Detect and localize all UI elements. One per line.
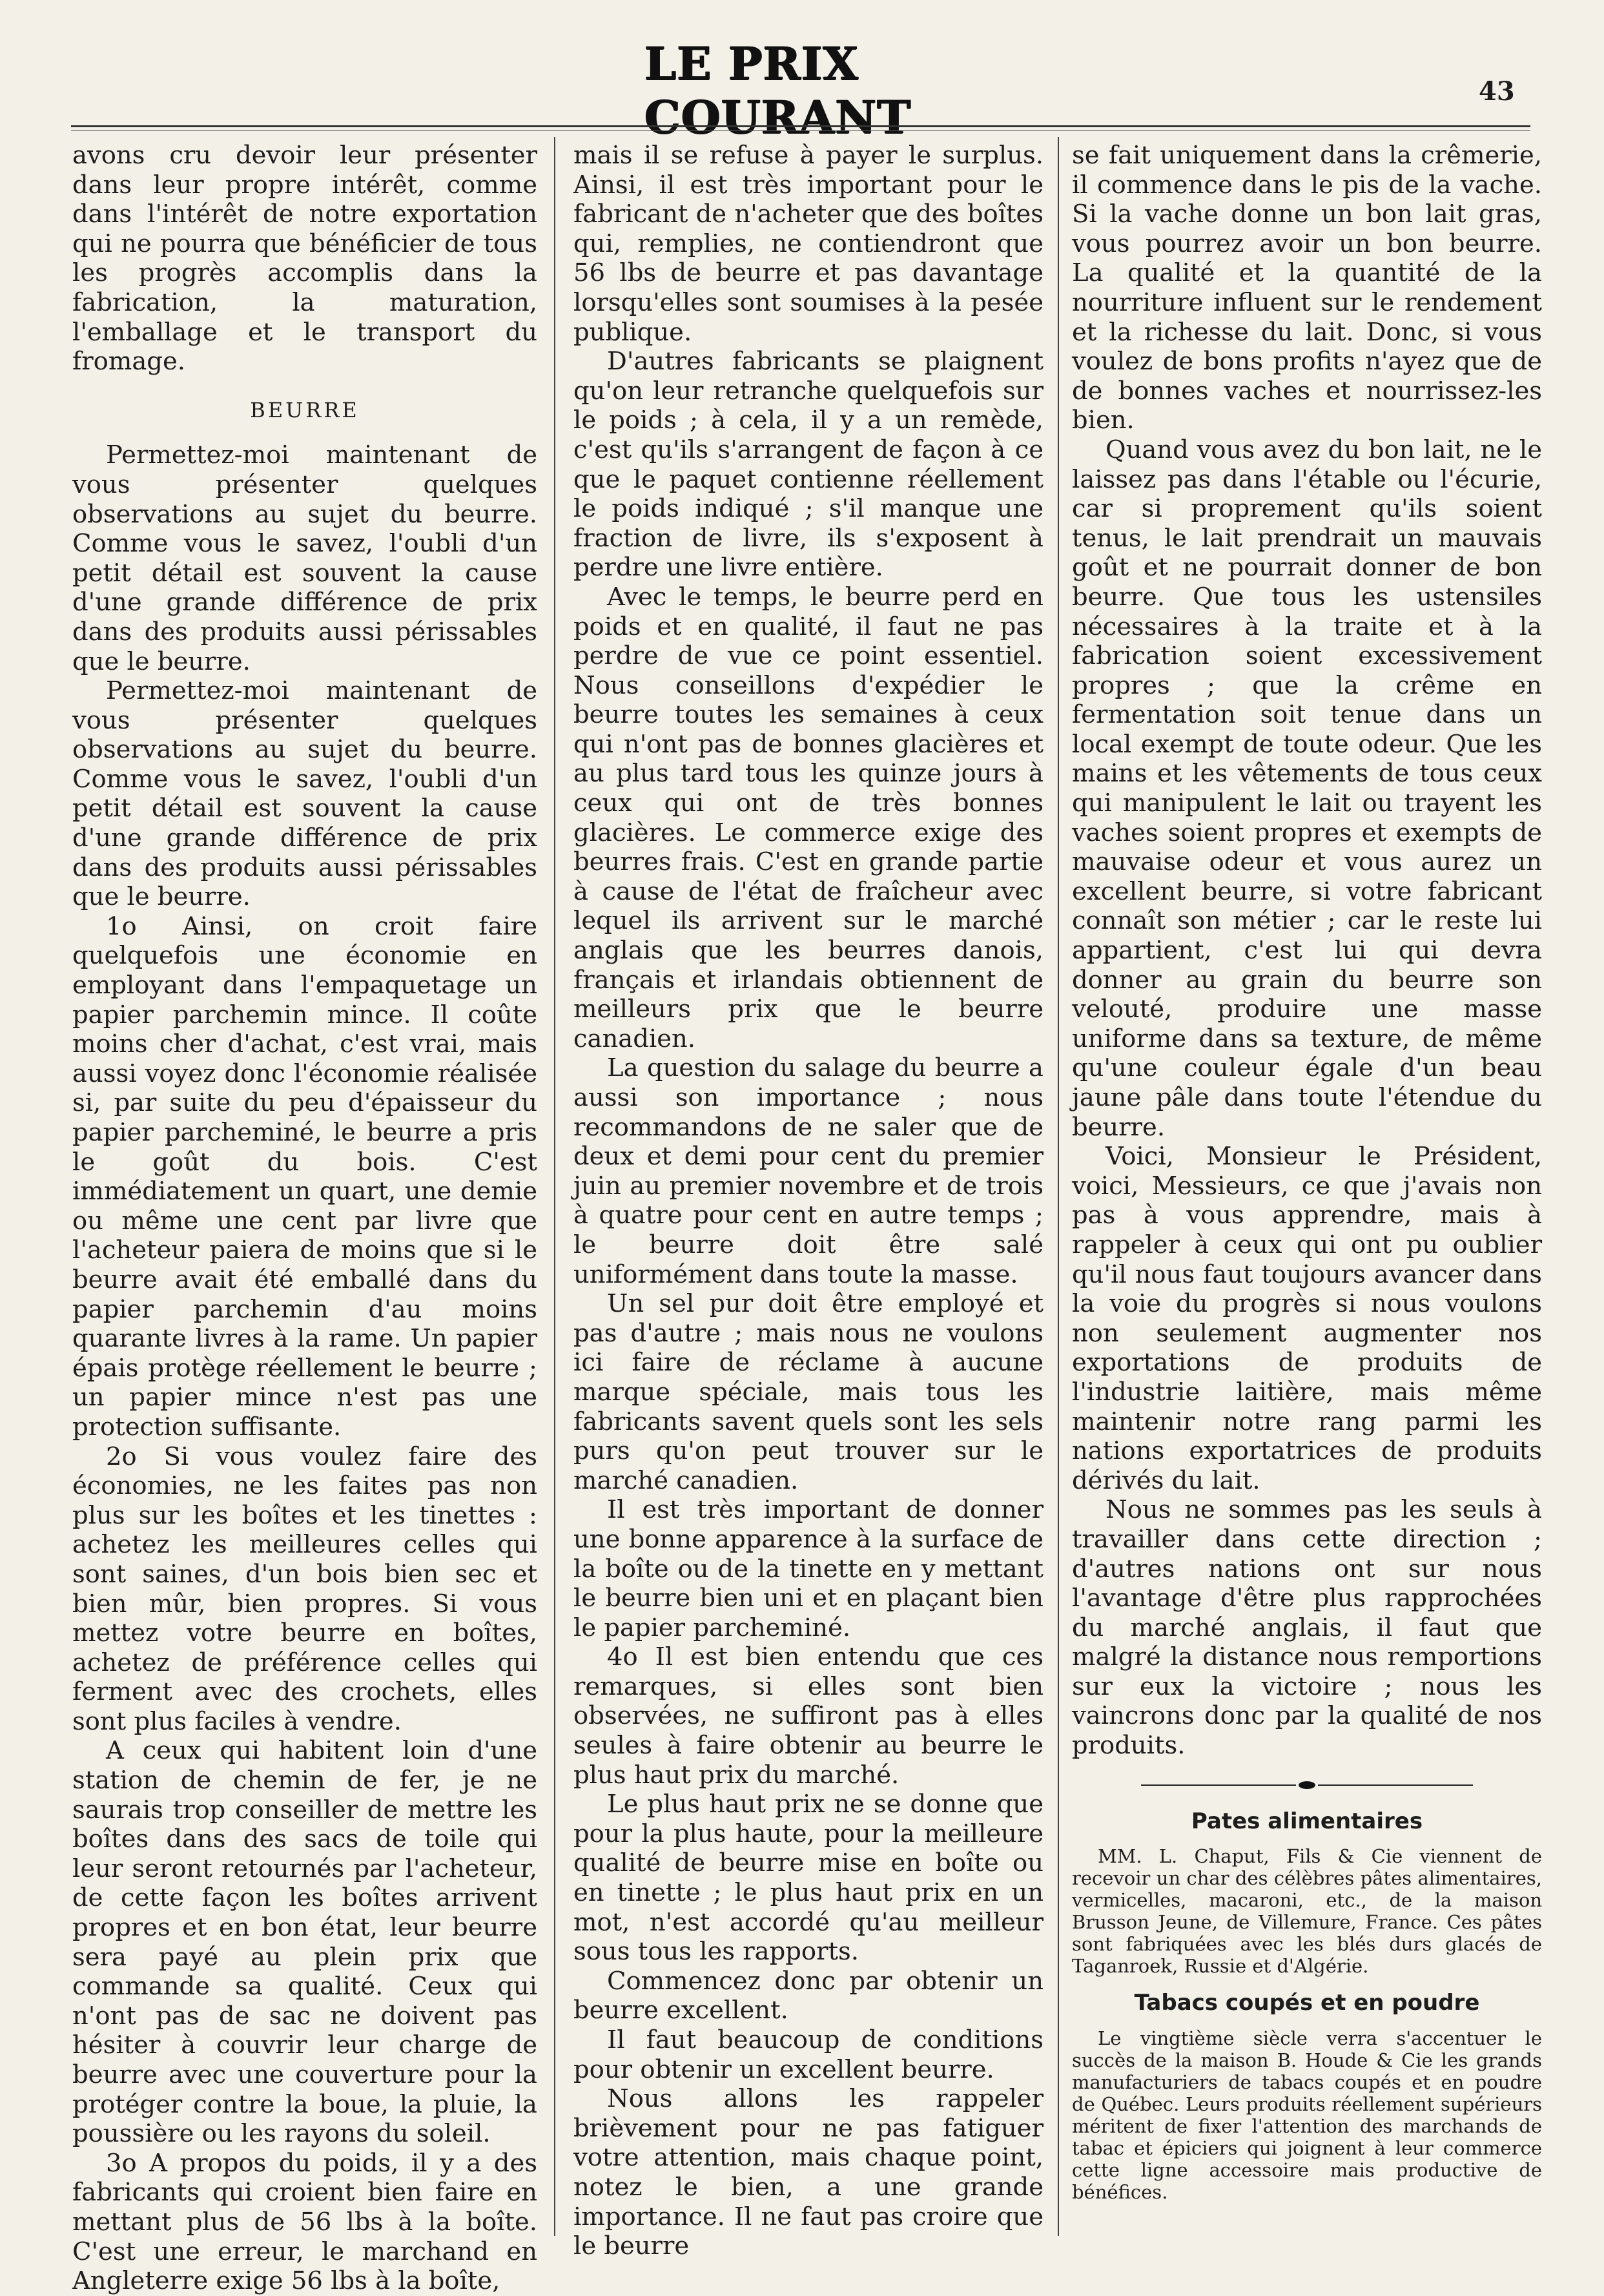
header-rule-thin xyxy=(71,130,1530,131)
section-title-tabacs: Tabacs coupés et en poudre xyxy=(1134,1990,1480,2016)
paragraph: D'autres fabricants se plaignent qu'on leur retranche quelquefois sur le poids ; à cela, il y a un remède, c'est qu'ils s'arrangent de façon à ce que le paquet contienne réellement le poids indiqué ; s'il manque une fraction de livre, ils s'exposent à perdre une livre entière. xyxy=(573,347,1044,583)
ornament-line xyxy=(1318,1784,1473,1786)
paragraph: Permettez-moi maintenant de vous présenter quelques observations au sujet du beurre. Comme vous le savez, l'oubli d'un petit détail est souvent la cause d'une grande différence de prix dans des produits aussi périssables que le beurre. xyxy=(72,440,537,676)
ornament-line xyxy=(1141,1784,1296,1786)
paragraph: Le plus haut prix ne se donne que pour la plus haute, pour la meilleure qualité de beurre mise en boîte ou en tinette ; le plus haut prix en un mot, n'est accordé qu'au meilleur sous tous les rapports. xyxy=(573,1790,1044,1967)
notice-paragraph: Le vingtième siècle verra s'accentuer le succès de la maison B. Houde & Cie les grands manufacturiers de tabacs coupés et en poudre de Québec. Leurs produits réellement supérieurs méritent de fixer l'attention des marchands de tabac et épiciers qui joignent à leur commerce cette ligne accessoire mais productive de bénéfices. xyxy=(1072,2027,1542,2203)
column-left xyxy=(72,141,537,2296)
paragraph: Voici, Monsieur le Président, voici, Messieurs, ce que j'avais non pas à vous apprendre, mais à rappeler à ceux qui ont pu oublier qu'il nous faut toujours avancer dans la voie du progrès si nous voulons non seulement augmenter nos exportations de produits de l'industrie laitière, mais même maintenir notre rang parmi les nations exportatrices de produits dérivés du lait. xyxy=(1072,1142,1542,1495)
paragraph: 3o A propos du poids, il y a des fabricants qui croient bien faire en mettant plus de 56 lbs à la boîte. C'est une erreur, le marchand en Angleterre exige 56 lbs à la boîte, xyxy=(72,2148,537,2296)
ornament-divider xyxy=(1072,1777,1542,1793)
column-right xyxy=(1072,141,1542,2246)
notice-paragraph: MM. L. Chaput, Fils & Cie viennent de recevoir un char des célèbres pâtes alimentaires, vermicelles, macaroni, etc., de la maison Brusson Jeune, de Villemure, France. Ces pâtes sont fabriquées avec les blés durs glacés de Taganroek, Russie et d'Algérie. xyxy=(1072,1845,1542,1978)
paragraph: Permettez-moi maintenant de vous présenter quelques observations au sujet du beurre. Comme vous le savez, l'oubli d'un petit détail est souvent la cause d'une grande différence de prix dans des produits aussi périssables que le beurre. xyxy=(72,676,537,912)
section-title-pates: Pates alimentaires xyxy=(1191,1808,1423,1834)
paragraph: Il est très important de donner une bonne apparence à la surface de la boîte ou de la tinette en y mettant le beurre bien uni et en plaçant bien le papier parcheminé. xyxy=(573,1495,1044,1642)
section-heading-beurre: BEURRE xyxy=(250,397,360,422)
page-number: 43 xyxy=(1479,76,1515,107)
paragraph: Un sel pur doit être employé et pas d'autre ; mais nous ne voulons ici faire de réclame à aucune marque spéciale, mais tous les fabricants savent quels sont les sels purs qu'on peut trouver sur le marché canadien. xyxy=(573,1289,1044,1495)
paragraph: Quand vous avez du bon lait, ne le laissez pas dans l'étable ou l'écurie, car si proprement qu'ils soient tenus, le lait prendrait un mauvais goût et ne pourrait donner de bon beurre. Que tous les ustensiles nécessaires à la traite et à la fabrication soient excessivement propres ; que la crême en fermentation soit tenue dans un local exempt de toute odeur. Que les mains et les vêtements de tous ceux qui manipulent le lait ou trayent les vaches soient propres et exempts de mauvaise odeur et vous aurez un excellent beurre, si votre fabricant connaît son métier ; car le reste lui appartient, c'est lui qui devra donner au grain du beurre son velouté, produire une masse uniforme dans sa texture, de même qu'une couleur égale d'un beau jaune pâle dans toute l'étendue du beurre. xyxy=(1072,435,1542,1142)
column-divider xyxy=(554,137,555,2236)
ornament-dot xyxy=(1299,1781,1315,1789)
paragraph: La question du salage du beurre a aussi son importance ; nous recommandons de ne saler que de deux et demi pour cent du premier juin au premier novembre et de trois à quatre pour cent en autre temps ; le beurre doit être salé uniformément dans toute la masse. xyxy=(573,1053,1044,1289)
paragraph: A ceux qui habitent loin d'une station de chemin de fer, je ne saurais trop conseiller de mettre les boîtes dans des sacs de toile qui leur seront retournés par l'acheteur, de cette façon les boîtes arrivent propres et en bon état, leur beurre sera payé au plein prix que commande sa qualité. Ceux qui n'ont pas de sac ne doivent pas hésiter à couvrir leur charge de beurre avec une couverture pour la protéger contre la boue, la pluie, la poussière ou les rayons du soleil. xyxy=(72,1736,537,2149)
column-divider xyxy=(1058,137,1059,2236)
paragraph: Nous ne sommes pas les seuls à travailler dans cette direction ; d'autres nations ont sur nous l'avantage d'être plus rapprochées du marché anglais, il faut que malgré la distance nous remportions sur eux la victoire ; nous les vaincrons donc par la qualité de nos produits. xyxy=(1072,1495,1542,1761)
column-middle xyxy=(573,141,1044,2261)
paragraph: Commencez donc par obtenir un beurre excellent. xyxy=(573,1966,1044,2025)
masthead-title: LE PRIX COURANT xyxy=(644,37,912,144)
paragraph: Avec le temps, le beurre perd en poids et en qualité, il faut ne pas perdre de vue ce point essentiel. Nous conseillons d'expédier le beurre toutes les semaines à ceux qui n'ont pas de bonnes glacières et au plus tard tous les quinze jours à ceux qui ont de très bonnes glacières. Le commerce exige des beurres frais. C'est en grande partie à cause de l'état de fraîcheur avec lequel ils arrivent sur le marché anglais que les beurres danois, français et irlandais obtiennent de meilleurs prix que le beurre canadien. xyxy=(573,582,1044,1053)
masthead xyxy=(644,37,980,144)
paragraph: Nous allons les rappeler brièvement pour ne pas fatiguer votre attention, mais chaque point, notez le bien, a une grande importance. Il ne faut pas croire que le beurre xyxy=(573,2084,1044,2261)
paragraph: 1o Ainsi, on croit faire quelquefois une économie en employant dans l'empaquetage un papier parchemin mince. Il coûte moins cher d'achat, c'est vrai, mais aussi voyez donc l'économie réalisée si, par suite du peu d'épaisseur du papier parcheminé, le beurre a pris le goût du bois. C'est immédiatement un quart, une demie ou même une cent par livre que l'acheteur paiera de moins que si le beurre avait été emballé dans du papier parchemin d'au moins quarante livres à la rame. Un papier épais protège réellement le beurre ; un papier mince n'est pas une protection suffisante. xyxy=(72,911,537,1442)
paragraph: se fait uniquement dans la crêmerie, il commence dans le pis de la vache. Si la vache donne un bon lait gras, vous pourrez avoir un bon beurre. La qualité et la quantité de la nourriture influent sur le rendement et la richesse du lait. Donc, si vous voulez de bons profits n'ayez que de de bonnes vaches et nourrissez-les bien. xyxy=(1072,141,1542,435)
paragraph: avons cru devoir leur présenter dans leur propre intérêt, comme dans l'intérêt de notre exportation qui ne pourra que bénéficier de tous les progrès accomplis dans la fabrication, la maturation, l'emballage et le transport du fromage. xyxy=(72,141,537,377)
paragraph: mais il se refuse à payer le surplus. Ainsi, il est très important pour le fabricant de n'acheter que des boîtes qui, remplies, ne contiendront que 56 lbs de beurre et pas davantage lorsqu'elles sont soumises à la pesée publique. xyxy=(573,141,1044,347)
paragraph: 2o Si vous voulez faire des économies, ne les faites pas non plus sur les boîtes et les tinettes : achetez les meilleures celles qui sont saines, d'un bois bien sec et bien mûr, bien propres. Si vous mettez votre beurre en boîtes, achetez de préférence celles qui ferment avec des crochets, elles sont plus faciles à vendre. xyxy=(72,1442,537,1736)
paragraph: Il faut beaucoup de conditions pour obtenir un excellent beurre. xyxy=(573,2025,1044,2084)
paragraph: 4o Il est bien entendu que ces remarques, si elles sont bien observées, ne suffiront pas à elles seules à faire obtenir au beurre le plus haut prix du marché. xyxy=(573,1642,1044,1790)
header-rule xyxy=(71,125,1530,127)
